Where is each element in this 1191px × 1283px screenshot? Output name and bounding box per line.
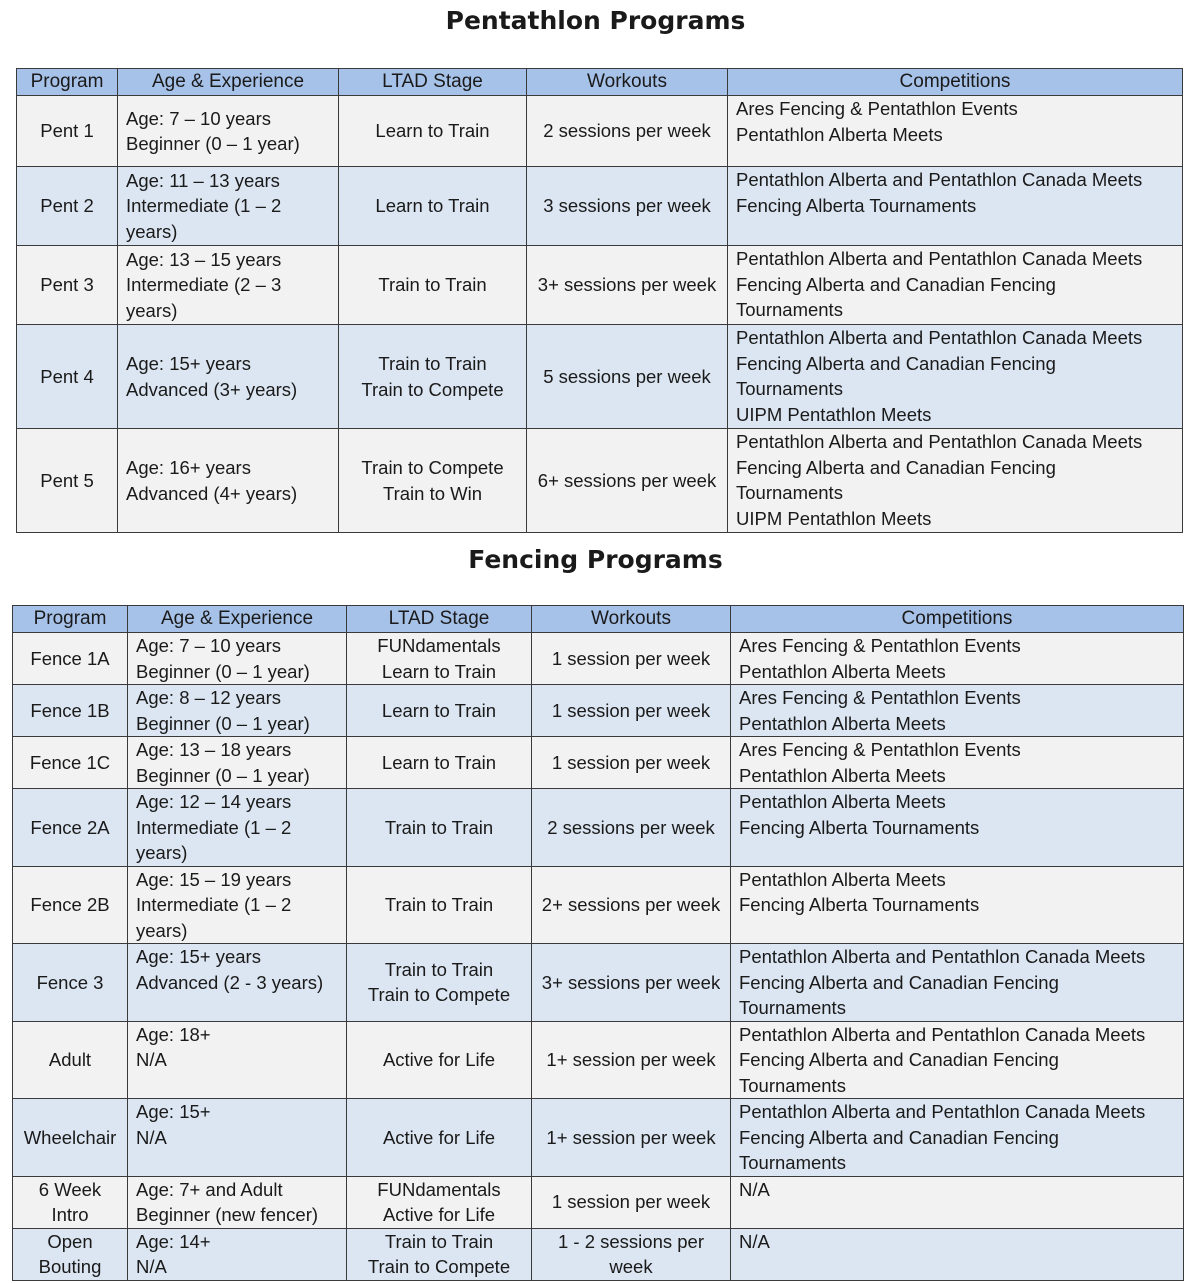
- program-cell: Pent 1: [17, 96, 118, 167]
- age-cell: [128, 866, 347, 944]
- ltad-cell: [347, 633, 532, 685]
- ltad-cell: [339, 325, 527, 429]
- experience-line: Beginner (0 – 1 year): [126, 133, 300, 154]
- table-row: [17, 167, 1183, 246]
- ltad-line: Train to Compete: [367, 984, 511, 1006]
- workouts-cell: [532, 633, 731, 685]
- age-cell: [118, 325, 339, 429]
- ltad-line: Train to Train: [378, 274, 487, 296]
- competitions-cell: [731, 944, 1184, 1022]
- ltad-line: FUNdamentals: [377, 1178, 501, 1200]
- workouts-line: week: [609, 1256, 653, 1277]
- competitions-cell: [731, 789, 1184, 867]
- header-row: [13, 606, 1184, 633]
- competition-line: Tournaments: [736, 482, 843, 503]
- competition-line: Pentathlon Alberta Meets: [739, 868, 946, 890]
- competition-line: Pentathlon Alberta Meets: [739, 712, 946, 734]
- workouts-cell: 3+ sessions per week: [527, 246, 728, 325]
- experience-line: N/A: [136, 1126, 167, 1148]
- experience-line: years): [126, 220, 178, 242]
- competitions-cell: [731, 1176, 1184, 1228]
- ltad-line: Active for Life: [382, 1126, 496, 1148]
- competition-line: Ares Fencing & Pentathlon Events: [739, 635, 1021, 656]
- competitions-cell: [731, 1228, 1184, 1280]
- workouts-line: 1 session per week: [551, 1191, 711, 1213]
- ltad-line: Train to Win: [382, 482, 483, 504]
- workouts-cell: [532, 944, 731, 1022]
- age-line: Age: 18+: [136, 1023, 211, 1045]
- competition-line: Pentathlon Alberta Meets: [739, 791, 946, 812]
- program-cell: [13, 866, 128, 944]
- competition-line: Fencing Alberta and Canadian Fencing: [739, 1049, 1059, 1070]
- workouts-cell: 6+ sessions per week: [527, 429, 728, 533]
- age-cell: [128, 944, 347, 1022]
- ltad-line: Learn to Train: [375, 195, 490, 217]
- age-line: Age: 15+ years: [136, 946, 261, 967]
- experience-line: Intermediate (1 – 2: [136, 816, 292, 838]
- ltad-line: Train to Train: [384, 894, 494, 915]
- table-row: [13, 789, 1184, 867]
- workouts-line: 2+ sessions per week: [541, 894, 721, 915]
- age-cell: [128, 1176, 347, 1228]
- ltad-line: Train to Train: [384, 1230, 494, 1252]
- workouts-line: 2 sessions per week: [547, 816, 715, 838]
- ltad-cell: [347, 1099, 532, 1177]
- ltad-cell: [347, 1021, 532, 1099]
- program-line: Wheelchair: [23, 1126, 117, 1148]
- ltad-cell: [339, 96, 527, 167]
- experience-line: Intermediate (2 – 3: [126, 274, 282, 296]
- age-cell: [128, 1099, 347, 1177]
- competition-line: Pentathlon Alberta and Pentathlon Canada Meets: [739, 1023, 1146, 1045]
- pentathlon-table: [16, 68, 1183, 533]
- competition-line: Pentathlon Alberta and Pentathlon Canada Meets: [739, 1101, 1146, 1122]
- program-line: Fence 2A: [30, 816, 110, 838]
- competition-line: Pentathlon Alberta and Pentathlon Canada Meets: [736, 169, 1143, 190]
- header-workouts: Workouts: [532, 606, 731, 633]
- competition-line: Fencing Alberta and Canadian Fencing: [736, 456, 1056, 478]
- competition-line: Pentathlon Alberta Meets: [739, 660, 946, 682]
- fencing-title: Fencing Programs: [468, 545, 723, 574]
- program-cell: [13, 1176, 128, 1228]
- age-line: Age: 8 – 12 years: [136, 687, 282, 708]
- workouts-line: 3+ sessions per week: [541, 971, 721, 993]
- ltad-line: Train to Train: [384, 816, 494, 838]
- age-line: Age: 13 – 18 years: [136, 739, 292, 760]
- table-row: [13, 1228, 1184, 1280]
- competitions-cell: [731, 1021, 1184, 1099]
- age-line: Age: 16+ years: [126, 457, 251, 478]
- ltad-line: Train to Compete: [361, 457, 504, 478]
- ltad-cell: [347, 866, 532, 944]
- competitions-cell: [731, 737, 1184, 789]
- ltad-line: Train to Train: [384, 958, 494, 980]
- program-cell: [13, 1021, 128, 1099]
- experience-line: Advanced (3+ years): [126, 378, 298, 400]
- header-competitions: Competitions: [728, 69, 1183, 96]
- ltad-line: Learn to Train: [375, 120, 490, 142]
- table-row: [17, 429, 1183, 533]
- competition-line: Ares Fencing & Pentathlon Events: [739, 687, 1021, 708]
- program-cell: Pent 5: [17, 429, 118, 533]
- header-ltad-stage: LTAD Stage: [339, 69, 527, 96]
- age-line: Age: 7 – 10 years: [126, 107, 272, 129]
- workouts-cell: [532, 685, 731, 737]
- competition-line: Tournaments: [739, 1152, 846, 1173]
- competition-line: Ares Fencing & Pentathlon Events: [736, 98, 1018, 119]
- program-cell: [13, 737, 128, 789]
- competition-line: Pentathlon Alberta and Pentathlon Canada Meets: [739, 946, 1146, 967]
- experience-line: N/A: [136, 1256, 167, 1277]
- program-line: Fence 2B: [30, 894, 110, 915]
- table-row: [13, 866, 1184, 944]
- competitions-cell: [731, 685, 1184, 737]
- age-cell: [118, 429, 339, 533]
- ltad-cell: [347, 789, 532, 867]
- competitions-cell: [728, 429, 1183, 533]
- program-line: Fence 1B: [30, 699, 110, 721]
- competition-line: N/A: [739, 1178, 770, 1200]
- ltad-line: Train to Compete: [361, 378, 504, 400]
- competition-line: Fencing Alberta Tournaments: [736, 194, 977, 216]
- age-line: Age: 11 – 13 years: [126, 169, 280, 191]
- ltad-line: Train to Train: [378, 353, 487, 374]
- competition-line: UIPM Pentathlon Meets: [736, 507, 932, 529]
- ltad-cell: [339, 167, 527, 246]
- workouts-cell: [532, 866, 731, 944]
- competition-line: Tournaments: [739, 1074, 846, 1096]
- experience-line: Advanced (2 - 3 years): [136, 971, 324, 993]
- competition-line: Ares Fencing & Pentathlon Events: [739, 739, 1021, 760]
- age-cell: [128, 1021, 347, 1099]
- table-row: [13, 944, 1184, 1022]
- program-cell: Pent 3: [17, 246, 118, 325]
- header-row: [17, 69, 1183, 96]
- program-line: Fence 1C: [29, 751, 111, 773]
- program-cell: [13, 944, 128, 1022]
- competition-line: Fencing Alberta and Canadian Fencing: [736, 352, 1056, 374]
- competition-line: Pentathlon Alberta Meets: [736, 123, 943, 145]
- workouts-cell: [532, 1099, 731, 1177]
- experience-line: Intermediate (1 – 2: [126, 195, 282, 217]
- competition-line: Fencing Alberta and Canadian Fencing: [739, 1126, 1059, 1148]
- competition-line: Tournaments: [736, 378, 843, 399]
- experience-line: N/A: [136, 1049, 167, 1070]
- workouts-cell: 5 sessions per week: [527, 325, 728, 429]
- program-cell: [13, 685, 128, 737]
- competition-line: Fencing Alberta Tournaments: [739, 894, 980, 915]
- competitions-cell: [731, 633, 1184, 685]
- ltad-cell: [347, 737, 532, 789]
- header-program: Program: [13, 606, 128, 633]
- age-cell: [118, 96, 339, 167]
- program-line: 6 Week: [38, 1178, 102, 1200]
- age-line: Age: 15+ years: [126, 353, 251, 374]
- workouts-line: 1 session per week: [551, 647, 711, 669]
- competition-line: Fencing Alberta and Canadian Fencing: [739, 971, 1059, 993]
- age-line: Age: 7+ and Adult: [136, 1178, 283, 1200]
- pentathlon-title: Pentathlon Programs: [445, 6, 746, 35]
- table-row: [13, 1099, 1184, 1177]
- program-line: Open: [47, 1230, 93, 1252]
- ltad-line: Learn to Train: [381, 660, 497, 682]
- table-row: [17, 325, 1183, 429]
- competition-line: Fencing Alberta Tournaments: [739, 816, 980, 838]
- experience-line: Intermediate (1 – 2: [136, 894, 292, 915]
- workouts-cell: [532, 789, 731, 867]
- workouts-line: 1 session per week: [551, 699, 711, 721]
- program-cell: Pent 4: [17, 325, 118, 429]
- competitions-cell: [728, 246, 1183, 325]
- fencing-table: [12, 605, 1184, 1281]
- competitions-cell: [728, 325, 1183, 429]
- header-age-experience: Age & Experience: [128, 606, 347, 633]
- competition-line: Pentathlon Alberta Meets: [739, 764, 946, 786]
- experience-line: Beginner (0 – 1 year): [136, 764, 310, 786]
- workouts-cell: 2 sessions per week: [527, 96, 728, 167]
- age-line: Age: 14+: [136, 1230, 211, 1252]
- program-line: Intro: [51, 1204, 89, 1225]
- age-cell: [128, 789, 347, 867]
- header-ltad-stage: LTAD Stage: [347, 606, 532, 633]
- workouts-line: 1+ session per week: [546, 1049, 716, 1070]
- program-line: Fence 3: [36, 971, 104, 993]
- competition-line: Tournaments: [739, 997, 846, 1018]
- program-cell: [13, 1228, 128, 1280]
- workouts-line: 1 session per week: [551, 751, 711, 773]
- competition-line: Pentathlon Alberta and Pentathlon Canada Meets: [736, 431, 1143, 452]
- program-line: Adult: [48, 1049, 92, 1070]
- workouts-cell: [532, 1021, 731, 1099]
- ltad-line: Train to Compete: [367, 1256, 511, 1277]
- competition-line: Pentathlon Alberta and Pentathlon Canada Meets: [736, 248, 1143, 269]
- ltad-line: Learn to Train: [381, 751, 497, 773]
- competitions-cell: [731, 1099, 1184, 1177]
- age-line: Age: 13 – 15 years: [126, 248, 282, 270]
- experience-line: Beginner (0 – 1 year): [136, 712, 310, 734]
- workouts-cell: [532, 737, 731, 789]
- experience-line: Advanced (4+ years): [126, 482, 298, 504]
- program-cell: [13, 789, 128, 867]
- workouts-cell: 3 sessions per week: [527, 167, 728, 246]
- experience-line: years): [136, 919, 188, 941]
- header-competitions: Competitions: [731, 606, 1184, 633]
- program-line: Bouting: [38, 1256, 102, 1277]
- workouts-cell: [532, 1228, 731, 1280]
- table-row: [17, 96, 1183, 167]
- table-row: [13, 1021, 1184, 1099]
- program-cell: [13, 633, 128, 685]
- ltad-cell: [347, 944, 532, 1022]
- competitions-cell: [728, 96, 1183, 167]
- competition-line: Pentathlon Alberta and Pentathlon Canada Meets: [736, 327, 1143, 348]
- workouts-cell: [532, 1176, 731, 1228]
- table-row: [13, 737, 1184, 789]
- ltad-cell: [347, 1228, 532, 1280]
- age-line: Age: 12 – 14 years: [136, 791, 292, 812]
- program-cell: Pent 2: [17, 167, 118, 246]
- competitions-cell: [728, 167, 1183, 246]
- table-row: [13, 1176, 1184, 1228]
- age-line: Age: 15 – 19 years: [136, 868, 292, 890]
- experience-line: years): [126, 299, 178, 321]
- ltad-line: FUNdamentals: [377, 635, 501, 656]
- age-cell: [128, 633, 347, 685]
- experience-line: Beginner (new fencer): [136, 1204, 319, 1225]
- age-line: Age: 15+: [136, 1101, 211, 1122]
- table-row: [13, 685, 1184, 737]
- ltad-cell: [347, 1176, 532, 1228]
- ltad-line: Active for Life: [382, 1049, 496, 1070]
- competition-line: Tournaments: [736, 299, 843, 320]
- ltad-cell: [347, 685, 532, 737]
- age-cell: [118, 167, 339, 246]
- experience-line: years): [136, 842, 188, 863]
- ltad-line: Learn to Train: [381, 699, 497, 721]
- competition-line: UIPM Pentathlon Meets: [736, 403, 932, 425]
- header-program: Program: [17, 69, 118, 96]
- competition-line: N/A: [739, 1230, 770, 1252]
- header-workouts: Workouts: [527, 69, 728, 96]
- program-line: Fence 1A: [30, 647, 110, 669]
- program-cell: [13, 1099, 128, 1177]
- age-cell: [128, 685, 347, 737]
- header-age-experience: Age & Experience: [118, 69, 339, 96]
- competition-line: Fencing Alberta and Canadian Fencing: [736, 273, 1056, 295]
- table-row: [17, 246, 1183, 325]
- workouts-line: 1+ session per week: [546, 1126, 716, 1148]
- age-cell: [118, 246, 339, 325]
- age-line: Age: 7 – 10 years: [136, 635, 282, 656]
- experience-line: Beginner (0 – 1 year): [136, 660, 310, 682]
- age-cell: [128, 737, 347, 789]
- ltad-cell: [339, 246, 527, 325]
- ltad-line: Active for Life: [382, 1204, 496, 1225]
- table-row: [13, 633, 1184, 685]
- competitions-cell: [731, 866, 1184, 944]
- workouts-line: 1 - 2 sessions per: [557, 1230, 704, 1252]
- age-cell: [128, 1228, 347, 1280]
- ltad-cell: [339, 429, 527, 533]
